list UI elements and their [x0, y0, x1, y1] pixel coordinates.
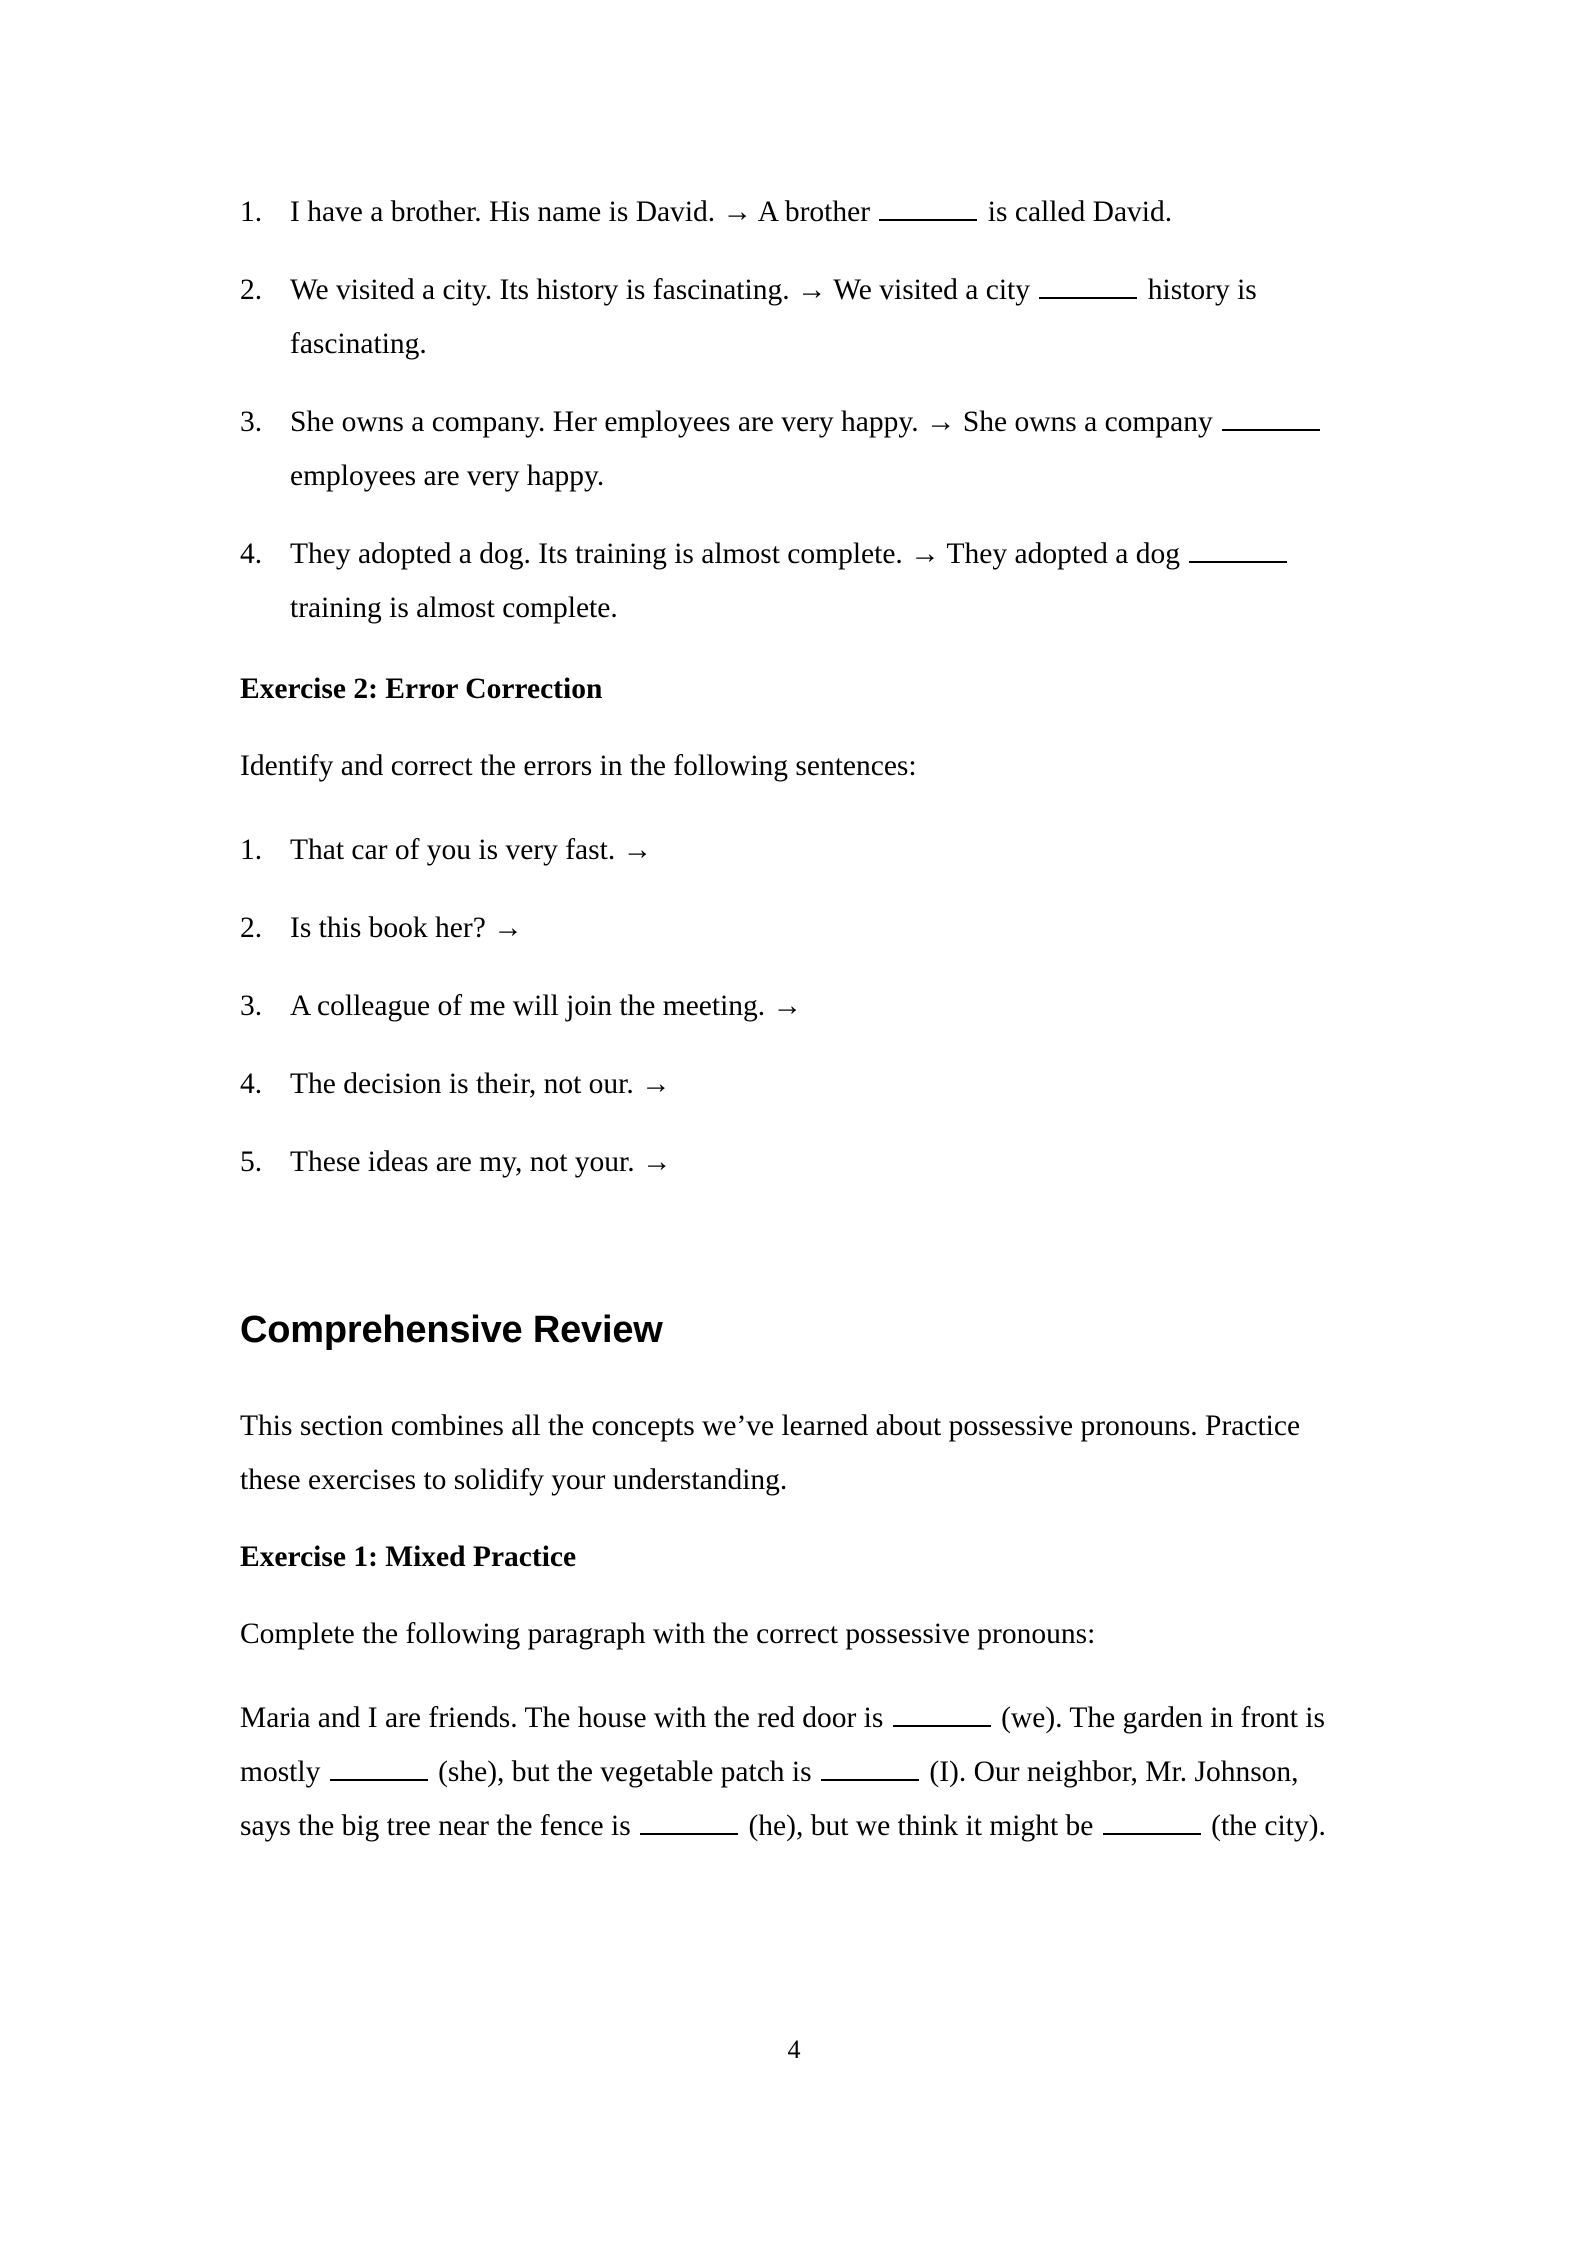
paragraph-segment: Maria and I are friends. The house with the red door is	[240, 1702, 891, 1734]
list-item-text-middle: She owns a company	[955, 406, 1221, 438]
list-item-text-before: She owns a company. Her employees are very happy.	[290, 406, 926, 438]
page-content	[240, 185, 1345, 1853]
list-marker: 5.	[240, 1146, 263, 1178]
list-item-text-before: I have a brother. His name is David.	[290, 196, 723, 228]
fill-in-blank[interactable]	[879, 198, 977, 221]
list-item-text-middle: A brother	[752, 196, 878, 228]
list-marker: 4.	[240, 1068, 263, 1100]
list-item-text-before: They adopted a dog. Its training is almost complete.	[290, 538, 911, 570]
paragraph-segment: (he), but we think it might be	[741, 1810, 1101, 1842]
paragraph-segment: (we). The garden in front is mostly	[240, 1702, 1325, 1788]
list-item	[240, 263, 1345, 371]
fill-in-blank[interactable]	[821, 1758, 919, 1781]
mixed-practice-instruction: Complete the following paragraph with the correct possessive pronouns:	[240, 1618, 1096, 1650]
list-marker: 1.	[240, 834, 263, 866]
spacer	[240, 1353, 1345, 1399]
spacer	[240, 1507, 1345, 1537]
list-marker: 4.	[240, 538, 263, 570]
arrow-icon: →	[925, 406, 956, 438]
fill-in-blank[interactable]	[1039, 276, 1137, 299]
comprehensive-review-intro: This section combines all the concepts we’ve learned about possessive pronouns. Practice these exercises to solidify your understanding.	[240, 1410, 1301, 1496]
arrow-icon: →	[796, 274, 827, 306]
arrow-icon: →	[641, 1068, 671, 1100]
list-item-text-after: employees are very happy.	[290, 460, 605, 492]
list-item-text-middle: We visited a city	[826, 274, 1038, 306]
list-item-text-before: We visited a city. Its history is fascinating.	[290, 274, 797, 306]
list-item	[240, 901, 1345, 955]
arrow-icon: →	[622, 834, 653, 866]
spacer	[240, 709, 1345, 739]
list-item	[240, 1057, 1345, 1111]
mixed-practice-heading: Exercise 1: Mixed Practice	[240, 1541, 577, 1573]
arrow-icon: →	[772, 990, 803, 1022]
spacer	[240, 1189, 1345, 1307]
spacer	[240, 1661, 1345, 1691]
exercise-2-instruction: Identify and correct the errors in the following sentences:	[240, 750, 917, 782]
arrow-icon: →	[722, 196, 753, 228]
list-marker: 3.	[240, 406, 263, 438]
spacer	[240, 1577, 1345, 1607]
spacer	[240, 635, 1345, 669]
list-item	[240, 979, 1345, 1033]
spacer	[240, 793, 1345, 823]
list-marker: 3.	[240, 990, 263, 1022]
fill-in-blank[interactable]	[893, 1704, 991, 1727]
paragraph-segment: (she), but the vegetable patch is	[430, 1756, 819, 1788]
fill-in-blank[interactable]	[330, 1758, 428, 1781]
page-number: 4	[787, 2035, 801, 2064]
list-marker: 2.	[240, 274, 263, 306]
list-marker: 2.	[240, 912, 263, 944]
exercise-2-heading: Exercise 2: Error Correction	[240, 673, 603, 705]
list-item-text-middle: They adopted a dog	[939, 538, 1188, 570]
list-item-text: These ideas are my, not your.	[290, 1146, 642, 1178]
exercise-one-list	[240, 185, 1345, 635]
list-item-text-after: history is fascinating.	[290, 274, 1257, 360]
list-item	[240, 1135, 1345, 1189]
list-item-text-after: is called David.	[980, 196, 1173, 228]
list-item	[240, 185, 1345, 239]
fill-in-blank[interactable]	[640, 1812, 738, 1835]
list-item-text: That car of you is very fast.	[290, 834, 623, 866]
fill-in-blank[interactable]	[1189, 540, 1287, 563]
list-item	[240, 823, 1345, 877]
comprehensive-review-heading: Comprehensive Review	[240, 1309, 663, 1351]
list-item-text: A colleague of me will join the meeting.	[290, 990, 773, 1022]
exercise-two-list	[240, 823, 1345, 1189]
list-marker: 1.	[240, 196, 263, 228]
paragraph-segment: (I). Our neighbor, Mr. Johnson, says the big tree near the fence is	[240, 1756, 1299, 1842]
arrow-icon: →	[910, 538, 940, 570]
paragraph-segment: (the city).	[1203, 1810, 1326, 1842]
arrow-icon: →	[493, 912, 523, 944]
fill-in-blank[interactable]	[1103, 1812, 1201, 1835]
list-item	[240, 395, 1345, 503]
list-item-text: The decision is their, not our.	[290, 1068, 642, 1100]
fill-in-blank[interactable]	[1222, 408, 1320, 431]
list-item-text: Is this book her?	[290, 912, 494, 944]
list-item-text-after: training is almost complete.	[290, 592, 618, 624]
list-item	[240, 527, 1345, 635]
mixed-practice-paragraph	[240, 1691, 1345, 1853]
arrow-icon: →	[641, 1146, 672, 1178]
